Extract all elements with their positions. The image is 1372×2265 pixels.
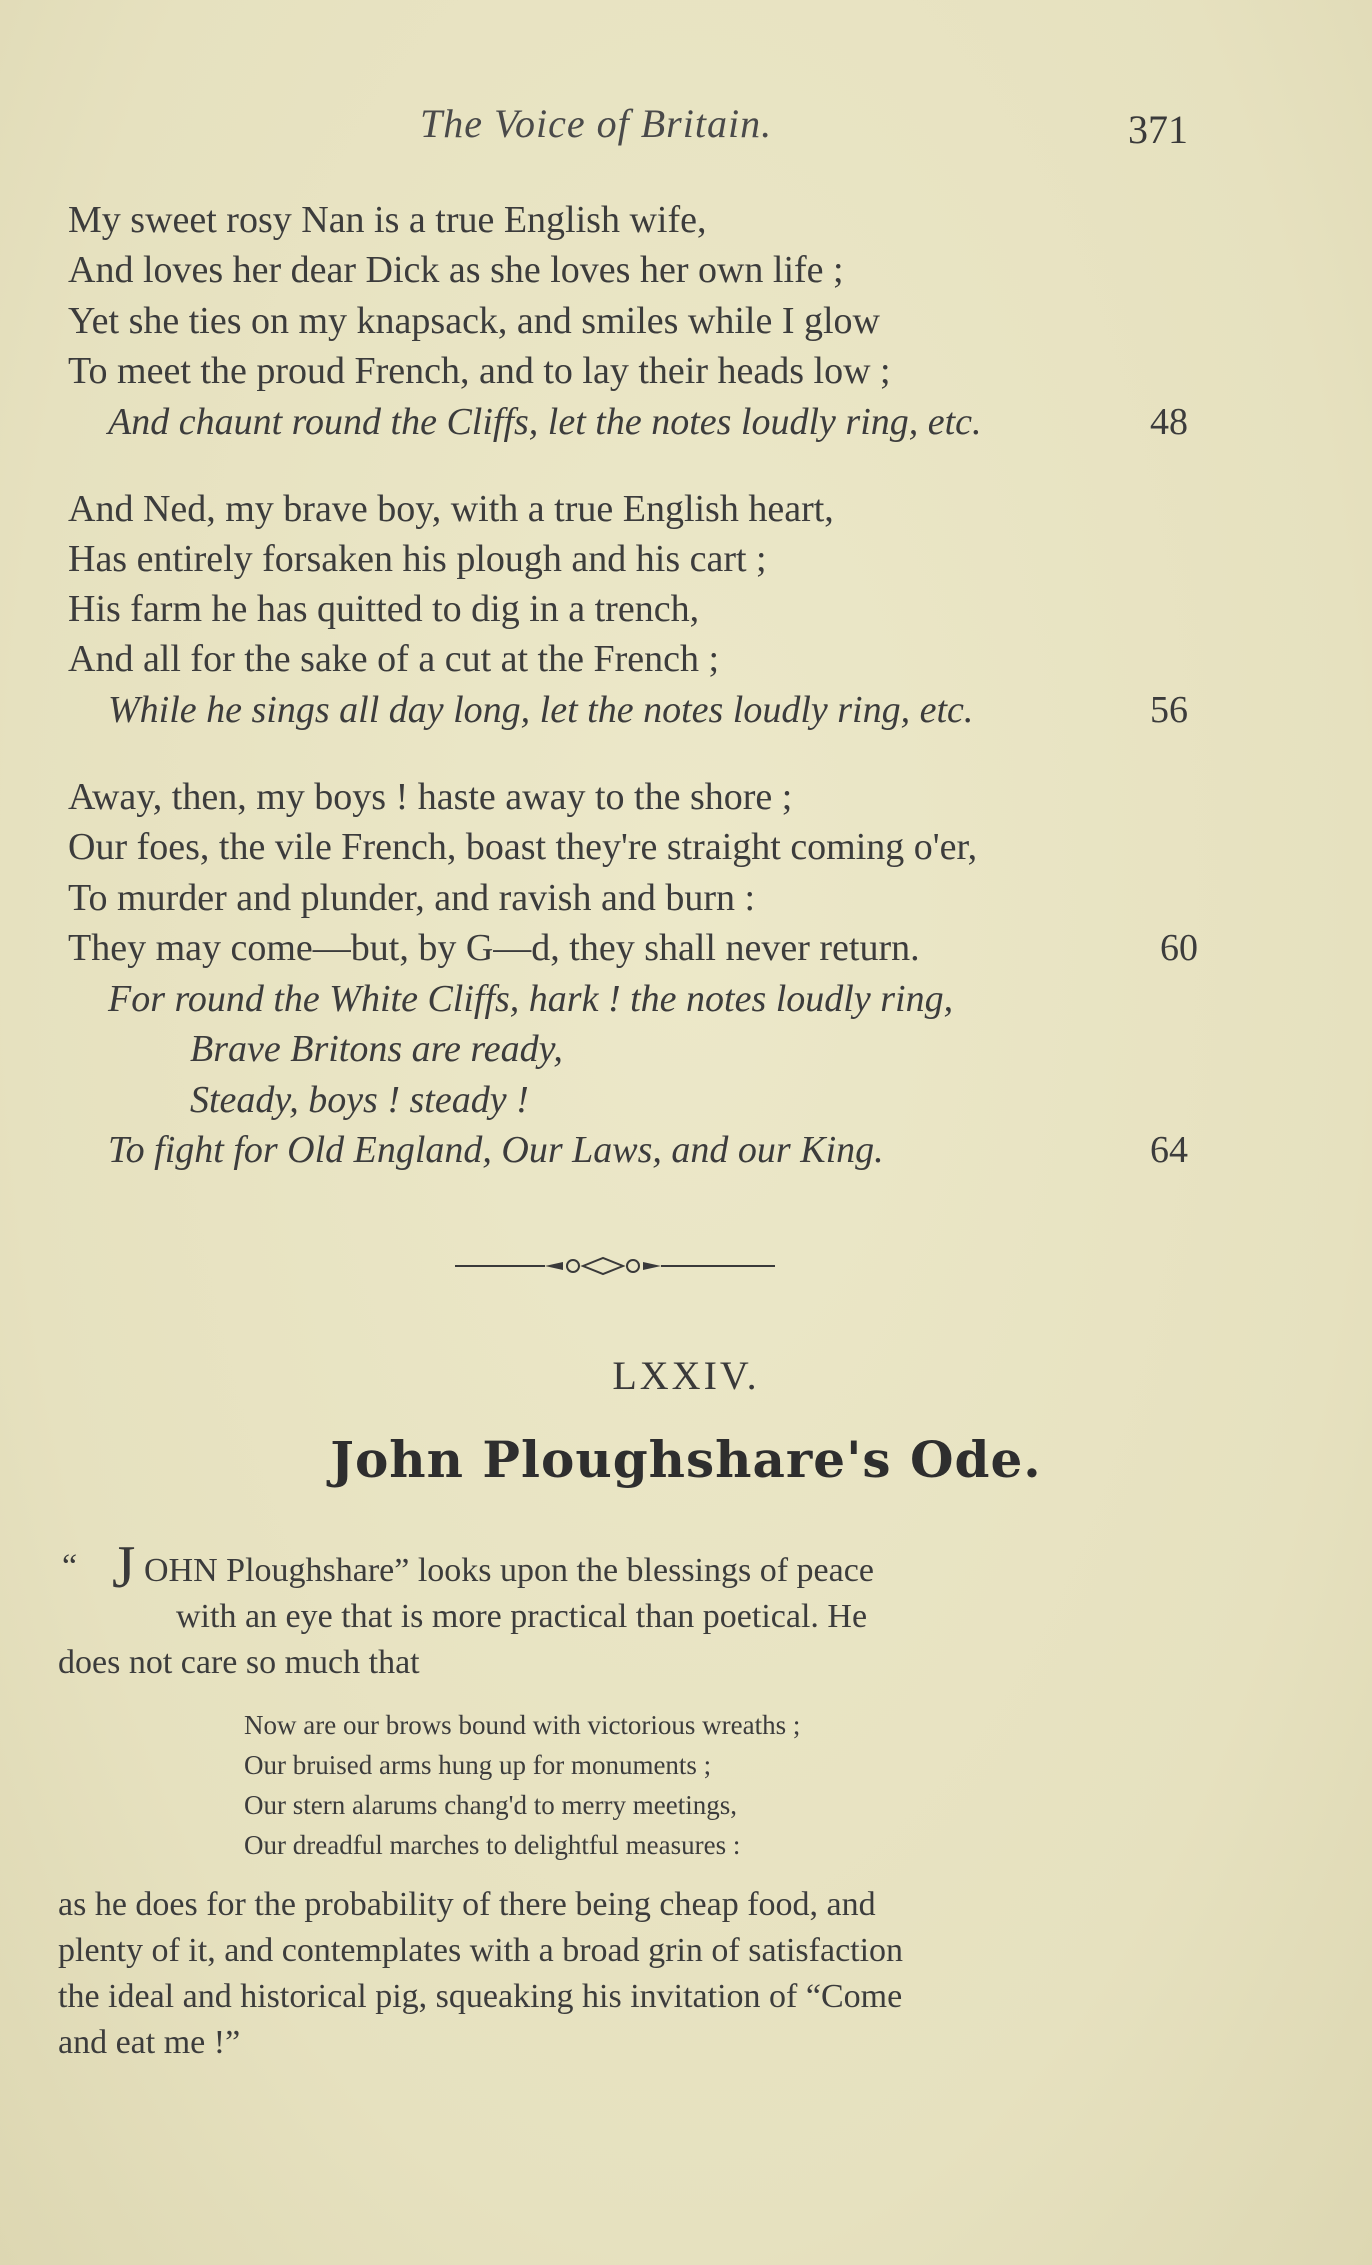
running-title: The Voice of Britain. [420, 101, 773, 146]
opening-quote-mark: “ [62, 1548, 78, 1585]
poem-line-numbered [68, 923, 1198, 973]
poem-refrain-line [108, 397, 1188, 447]
closing-paragraph [58, 1882, 1170, 2066]
poem-refrain-line: Steady, boys ! steady ! [190, 1079, 529, 1121]
intro-text: OHN Ploughshare” looks upon the blessings of peace [144, 1552, 874, 1589]
closing-line: as he does for the probability of there being cheap food, and [58, 1886, 876, 1923]
block-quotation [244, 1705, 1044, 1865]
closing-line: the ideal and historical pig, squeaking his invitation of “Come [58, 1978, 903, 2015]
quotation-line: Our stern alarums chang'd to merry meetings, [244, 1790, 737, 1820]
closing-line: and eat me !” [58, 2024, 241, 2061]
poem-refrain-line [108, 685, 1188, 735]
poem-line: My sweet rosy Nan is a true English wife, [68, 199, 707, 241]
quotation-line: Our bruised arms hung up for monuments ; [244, 1750, 712, 1780]
poem-line: Has entirely forsaken his plough and his cart ; [68, 538, 767, 580]
poem-refrain-line: For round the White Cliffs, hark ! the notes loudly ring, [108, 978, 954, 1020]
poem-line: And Ned, my brave boy, with a true English heart, [68, 488, 834, 530]
poem-line: His farm he has quitted to dig in a trench, [68, 588, 700, 630]
line-number: 64 [1150, 1129, 1188, 1171]
section-title: John Ploughshare's Ode. [330, 1430, 1042, 1489]
quotation-line: Now are our brows bound with victorious wreaths ; [244, 1710, 801, 1740]
line-number: 60 [1160, 927, 1198, 969]
poem-line: To meet the proud French, and to lay their heads low ; [68, 350, 891, 392]
intro-line-2 [176, 1594, 1170, 1640]
quotation-line: Our dreadful marches to delightful measures : [244, 1830, 741, 1860]
line-number: 48 [1150, 401, 1188, 443]
intro-line-1 [144, 1548, 1170, 1594]
page-header [0, 100, 1372, 160]
poem-line: And loves her dear Dick as she loves her own life ; [68, 249, 844, 291]
section-number: LXXIV. [612, 1353, 760, 1398]
closing-line: plenty of it, and contemplates with a broad grin of satisfaction [58, 1932, 904, 1969]
refrain-text: To fight for Old England, Our Laws, and our King. [108, 1129, 884, 1171]
poem-line: Yet she ties on my knapsack, and smiles while I glow [68, 300, 880, 342]
refrain-text: While he sings all day long, let the notes loudly ring, etc. [108, 689, 974, 731]
page-number: 371 [1128, 107, 1188, 152]
poem-line: And all for the sake of a cut at the French ; [68, 638, 720, 680]
divider-ornament [455, 1248, 775, 1284]
poem-line: Away, then, my boys ! haste away to the shore ; [68, 776, 793, 818]
poem-refrain-line: Brave Britons are ready, [190, 1028, 563, 1070]
poem-line: Our foes, the vile French, boast they're straight coming o'er, [68, 826, 978, 868]
poem-line: To murder and plunder, and ravish and burn : [68, 877, 756, 919]
intro-text: does not care so much that [58, 1644, 420, 1681]
intro-line-3 [58, 1640, 1170, 1686]
line-number: 56 [1150, 689, 1188, 731]
refrain-text: And chaunt round the Cliffs, let the notes loudly ring, etc. [108, 401, 982, 443]
poem-line-text: They may come—but, by G—d, they shall never return. [68, 927, 920, 969]
drop-cap: J [112, 1534, 136, 1600]
poem-refrain-line [108, 1125, 1188, 1175]
intro-text: with an eye that is more practical than poetical. He [176, 1598, 868, 1635]
